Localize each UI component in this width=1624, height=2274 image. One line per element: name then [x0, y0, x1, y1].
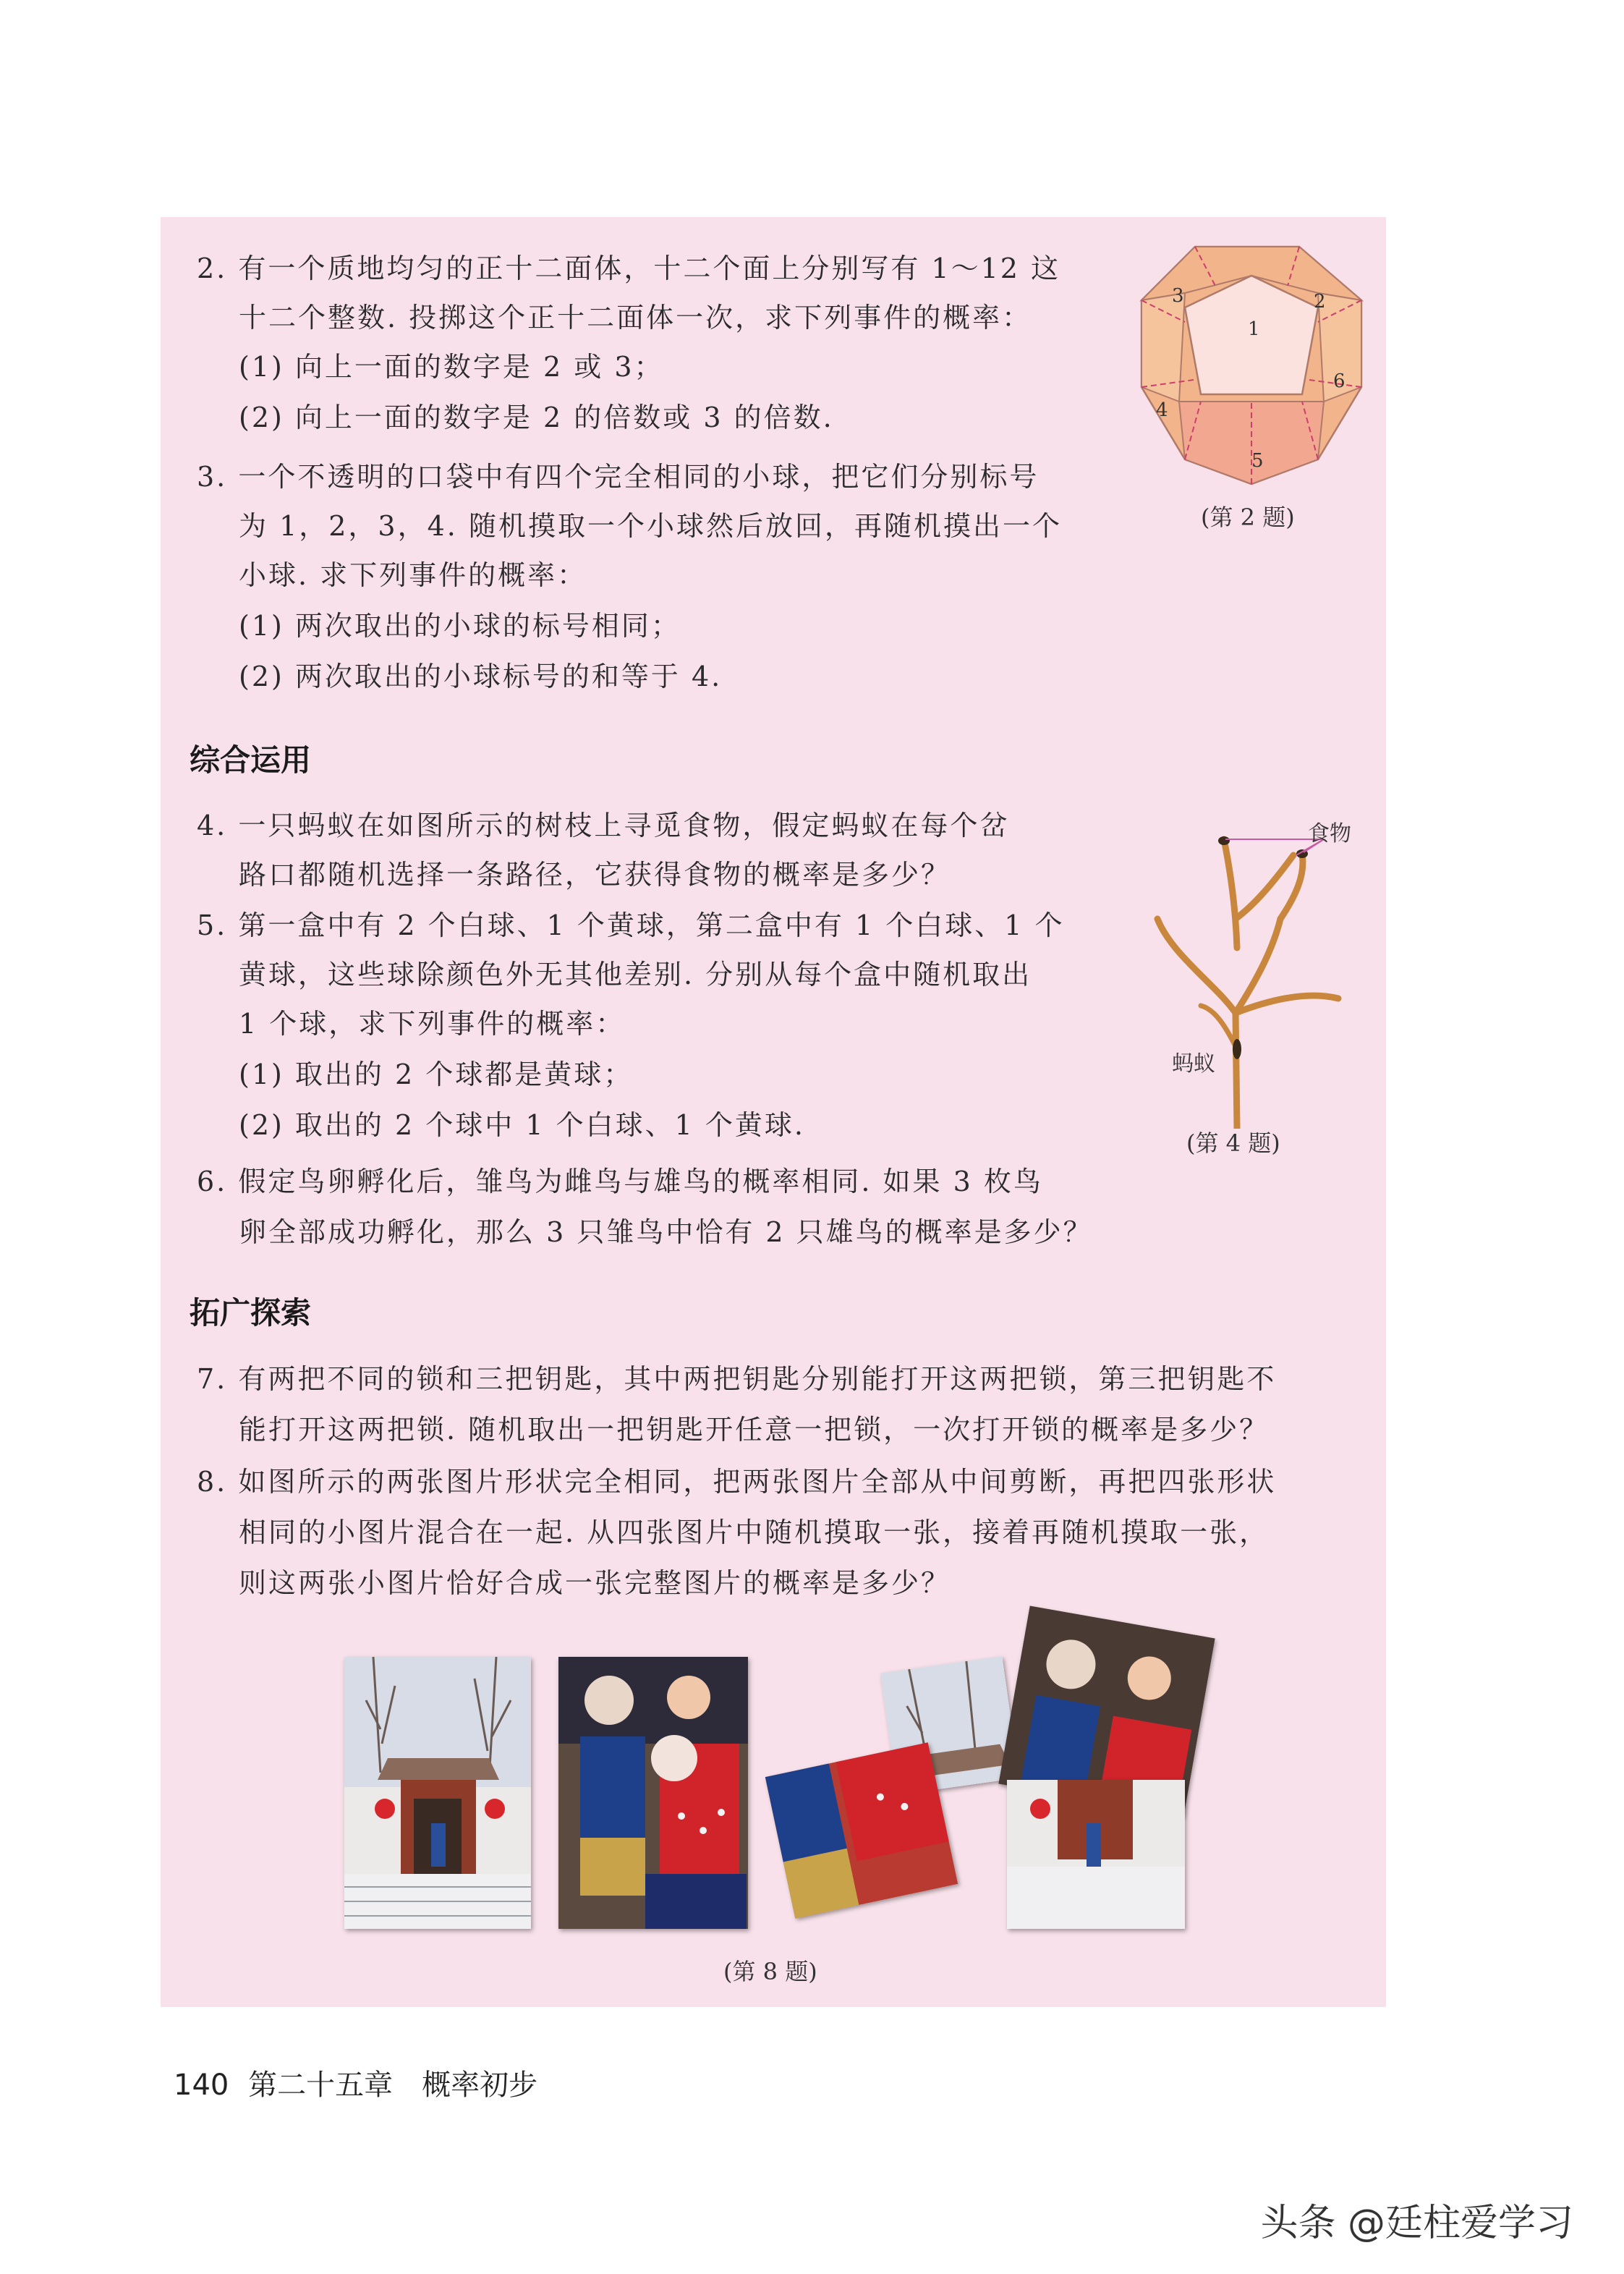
problem-5-line-1: 5. 第一盒中有 2 个白球、1 个黄球，第二盒中有 1 个白球、1 个: [197, 909, 1065, 941]
face-number-2: 2: [1314, 291, 1326, 313]
tree-branch-figure: [1128, 810, 1374, 1129]
face-number-5: 5: [1251, 450, 1264, 472]
page-footer: [174, 2062, 537, 2103]
brand-watermark: 头条 @廷柱爱学习: [1260, 2202, 1573, 2245]
face-number-6: 6: [1333, 370, 1345, 392]
problem-8-line-1: 8. 如图所示的两张图片形状完全相同，把两张图片全部从中间剪断，再把四张形状: [197, 1466, 1277, 1498]
figure-caption-2: (第 2 题): [1201, 504, 1295, 531]
problem-8-line-2: 相同的小图片混合在一起. 从四张图片中随机摸取一张，接着再随机摸取一张，: [239, 1516, 1270, 1548]
label-ant: 蚂蚁: [1172, 1051, 1215, 1077]
problem-6-line-1: 6. 假定鸟卵孵化后，雏鸟为雌鸟与雄鸟的概率相同. 如果 3 枚鸟: [197, 1166, 1043, 1197]
photo-snowy-gate: [344, 1657, 531, 1929]
problem-5-sub-1: (1) 取出的 2 个球都是黄球；: [239, 1058, 634, 1090]
photo-opera-children: [558, 1657, 748, 1929]
dodecahedron-figure: [1128, 242, 1374, 503]
problem-4-line-1: 4. 一只蚂蚁在如图所示的树枝上寻觅食物，假定蚂蚁在每个岔: [197, 810, 1010, 841]
figure-caption-8: (第 8 题): [723, 1958, 817, 1985]
problem-7-line-2: 能打开这两把锁. 随机取出一把钥匙开任意一把锁，一次打开锁的概率是多少？: [239, 1414, 1270, 1446]
problem-6-line-2: 卵全部成功孵化，那么 3 只雏鸟中恰有 2 只雄鸟的概率是多少？: [239, 1216, 1093, 1248]
section-heading-comprehensive: 综合运用: [190, 742, 312, 778]
problem-3-line-3: 小球. 求下列事件的概率：: [239, 559, 587, 591]
face-number-3: 3: [1172, 285, 1184, 307]
problem-8-line-3: 则这两张小图片恰好合成一张完整图片的概率是多少？: [239, 1567, 951, 1599]
problem-3-sub-1: (1) 两次取出的小球的标号相同；: [239, 610, 681, 642]
photo-piece-gate-bottom: [1007, 1780, 1185, 1929]
page-number: 140: [174, 2069, 229, 2102]
problem-2-sub-1: (1) 向上一面的数字是 2 或 3；: [239, 351, 664, 383]
problem-5-sub-2: (2) 取出的 2 个球中 1 个白球、1 个黄球.: [239, 1109, 805, 1141]
problem-5-line-3: 1 个球，求下列事件的概率：: [239, 1008, 626, 1040]
problem-2-sub-2: (2) 向上一面的数字是 2 的倍数或 3 的倍数.: [239, 402, 834, 433]
problem-7-line-1: 7. 有两把不同的锁和三把钥匙，其中两把钥匙分别能打开这两把锁，第三把钥匙不: [197, 1363, 1277, 1395]
section-heading-explore: 拓广探索: [190, 1295, 312, 1331]
problem-4-line-2: 路口都随机选择一条路径，它获得食物的概率是多少？: [239, 859, 951, 891]
problem-3-line-2: 为 1，2，3，4. 随机摸取一个小球然后放回，再随机摸出一个: [239, 510, 1062, 542]
problem-5-line-2: 黄球，这些球除颜色外无其他差别. 分别从每个盒中随机取出: [239, 959, 1032, 990]
chapter-title: 第二十五章 概率初步: [248, 2069, 538, 2102]
problem-2-line-2: 十二个整数. 投掷这个正十二面体一次，求下列事件的概率：: [239, 302, 1032, 334]
problem-3-sub-2: (2) 两次取出的小球标号的和等于 4.: [239, 661, 723, 692]
label-food: 食物: [1308, 821, 1351, 847]
face-number-1: 1: [1248, 318, 1260, 340]
figure-caption-4: (第 4 题): [1186, 1129, 1280, 1157]
face-number-4: 4: [1156, 399, 1168, 421]
problem-3-line-1: 3. 一个不透明的口袋中有四个完全相同的小球，把它们分别标号: [197, 461, 1040, 493]
problem-2-line-1: 2. 有一个质地均匀的正十二面体，十二个面上分别写有 1～12 这: [197, 253, 1061, 284]
